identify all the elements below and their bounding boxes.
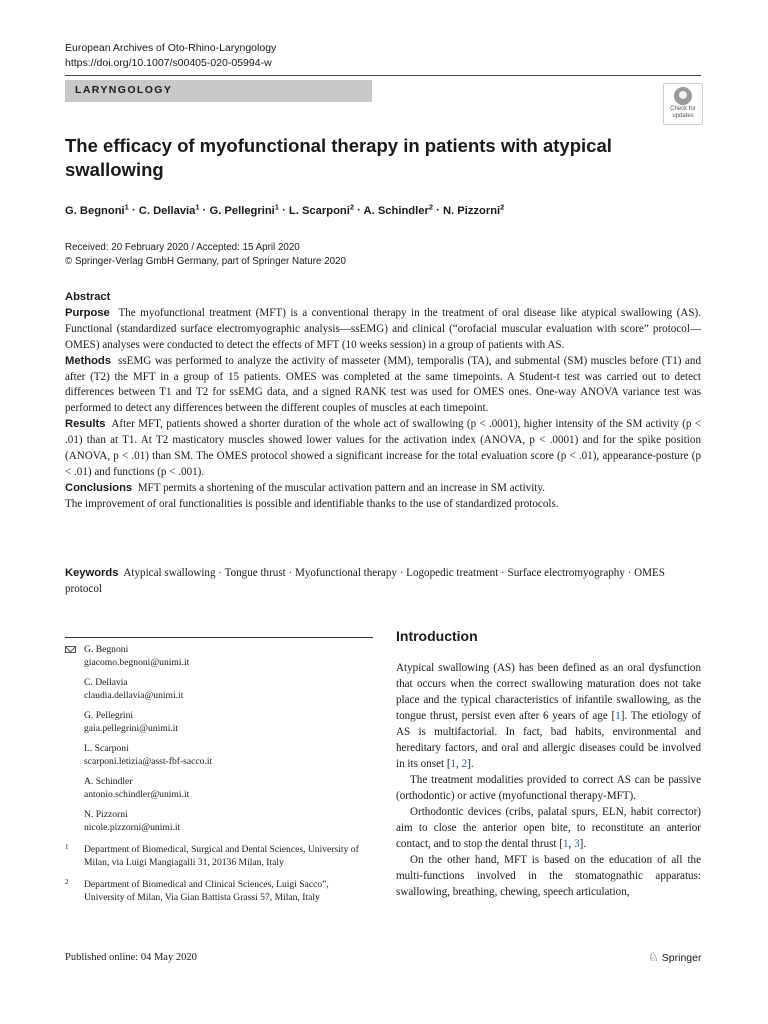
abstract-purpose: Purpose The myofunctional treatment (MFT) is a conventional therapy in the treatment of oral disease like atypical swallowing (AS). Functional (standardized surface electromyographic analysis—ssEMG) and clinical (“orofacial muscular evaluation with score” protocol—OMES) analyses were conducted to detect the effects of MFT (10 weeks session) in a group of patients with AS. <box>65 306 701 351</box>
envelope-icon <box>65 646 76 653</box>
citation-link[interactable]: 1 <box>562 838 569 850</box>
contact-email[interactable]: antonio.schindler@unimi.it <box>84 789 190 800</box>
author[interactable]: C. Dellavia$^1$ <box>138 202 200 217</box>
check-for-updates-badge[interactable] <box>663 83 703 125</box>
doi-link[interactable]: https://doi.org/10.1007/s00405-020-05994-w <box>65 57 272 69</box>
keywords-label: Keywords <box>65 567 119 579</box>
contact-email[interactable]: claudia.dellavia@unimi.it <box>84 690 184 701</box>
abstract-methods: Methods ssEMG was performed to analyze the activity of masseter (MM), temporalis (TA), and submental (SM) muscles before (T1) and after (T2) the MFT in a group of 15 patients. OMES was completed at the same timepoints. A Student-t test was carried out to detect differences between T1 and T2 for ssEMG data, and a signed RANK test was used for OMES ones. One-way ANOVA variance test was performed to detect any differences between the different couples of muscles at each timepoint. <box>65 354 701 415</box>
affiliation-item: 2 Department of Biomedical and Clinical Sciences, Luigi Sacco”, University of Milan, Via Gian Battista Grassi 57, Milan, Italy <box>65 878 329 903</box>
corresponding-contacts <box>65 643 375 841</box>
publisher-logo <box>648 950 701 964</box>
abstract-results: Results After MFT, patients showed a shorter duration of the whole act of swallowing (p < .0001), higher intensity of the SM activity (p < .01) than at T1. At T2 masticatory muscles showed lower values for the activation index (ANOVA, p < .0001) and for the spike position (ANOVA, p < .01) than SM. The OMES protocol showed a significant increase for the total evaluation score (p < .01), appearance-posture (p < .01) and functions (p < .001). <box>65 418 701 478</box>
keywords-text: Atypical swallowing · Tongue thrust · Myofunctional therapy · Logopedic treatment · Surface electromyography · OMES protocol <box>65 567 665 595</box>
copyright: © Springer-Verlag GmbH Germany, part of Springer Nature 2020 <box>65 256 346 267</box>
author[interactable]: L. Scarponi$^2$ <box>288 202 355 217</box>
contact-item: C. Dellavia claudia.dellavia@unimi.it <box>84 676 375 702</box>
citation-link[interactable]: 3 <box>574 838 580 850</box>
check-updates-line1: Check for <box>670 106 696 112</box>
article-title: The efficacy of myofunctional therapy in patients with atypical swallowing <box>65 135 612 180</box>
citation-link[interactable]: 1 <box>615 710 621 722</box>
abstract-heading: Abstract <box>65 291 111 303</box>
check-updates-line2: updates <box>672 113 694 119</box>
author[interactable]: G. Begnoni$^1$ <box>65 202 129 217</box>
section-label: LARYNGOLOGY <box>75 84 173 96</box>
author[interactable]: G. Pellegrini$^1$ <box>209 202 279 217</box>
contact-item: N. Pizzorni nicole.pizzorni@unimi.it <box>84 808 375 834</box>
header-rule <box>65 75 701 76</box>
affiliation-item: 1 Department of Biomedical, Surgical and Dental Sciences, University of Milan, via Luigi Mangiagalli 31, 20136 Milan, Italy <box>65 843 359 868</box>
published-online: Published online: 04 May 2020 <box>65 952 197 963</box>
author-list: G. Begnoni$^1$ · C. Dellavia$^1$ · G. Pellegrini$^1$ · L. Scarponi$^2$ · A. Schindler$^2$ · N. Pizzorni$^2$ <box>65 202 505 217</box>
contact-email[interactable]: gaia.pellegrini@unimi.it <box>84 723 179 734</box>
abstract <box>65 290 701 513</box>
introduction-body <box>396 660 701 900</box>
contact-email[interactable]: scarponi.letizia@asst-fbf-sacco.it <box>84 756 213 767</box>
contact-item: A. Schindler antonio.schindler@unimi.it <box>84 775 375 801</box>
author[interactable]: A. Schindler$^2$ <box>363 202 433 217</box>
introduction-heading: Introduction <box>396 628 478 644</box>
contact-item: G. Pellegrini gaia.pellegrini@unimi.it <box>84 709 375 735</box>
paragraph: Orthodontic devices (cribs, palatal spurs, ELN, habit corrector) aim to close the anterior open bite, to reconstitute an anterior contact, and to stop the dental thrust [1, 3]. <box>396 806 701 850</box>
springer-horse-icon: ♘ <box>648 950 659 964</box>
check-updates-icon <box>674 87 692 105</box>
paragraph: The treatment modalities provided to correct AS can be passive (orthodontic) or active (myofunctional therapy-MFT). <box>396 774 701 802</box>
paragraph: On the other hand, MFT is based on the education of all the multi-functions involved in the stomatognathic apparatus: swallowing, breathing, chewing, speech articulation, <box>396 854 701 898</box>
contact-item: L. Scarponi scarponi.letizia@asst-fbf-sacco.it <box>84 742 375 768</box>
contact-email[interactable]: nicole.pizzorni@unimi.it <box>84 822 181 833</box>
keywords <box>65 566 701 598</box>
affiliations <box>65 843 365 913</box>
contact-item: G. Begnoni giacomo.begnoni@unimi.it <box>84 643 375 669</box>
paragraph: Atypical swallowing (AS) has been defined as an oral dysfunction that occurs when the correct swallowing maturation does not take place and the typical characteristics of infantile swallowing, as the tongue thrust, persist even after 6 years of age [1]. The etiology of AS is multifactorial. In fact, bad habits, environmental and hereditary factors, and oral and allergic diseases could be involved in its onset [1, 2]. <box>396 662 701 770</box>
citation-link[interactable]: 2 <box>461 758 468 770</box>
received-accepted: Received: 20 February 2020 / Accepted: 15 April 2020 <box>65 242 300 253</box>
journal-header <box>65 41 276 71</box>
publisher-name: Springer <box>661 952 702 964</box>
section-label-bar <box>65 80 372 102</box>
journal-name: European Archives of Oto-Rhino-Laryngology <box>65 42 277 54</box>
contact-email[interactable]: giacomo.begnoni@unimi.it <box>84 657 190 668</box>
footnote-rule <box>65 637 373 638</box>
abstract-conclusions: Conclusions MFT permits a shortening of the muscular activation pattern and an increase in SM activity. <box>65 481 545 494</box>
author[interactable]: N. Pizzorni$^2$ <box>442 202 505 217</box>
citation-link[interactable]: 1 <box>450 758 457 770</box>
article-dates <box>65 241 346 269</box>
abstract-conclusions-2: The improvement of oral functionalities is possible and identifiable thanks to the use of standardized protocols. <box>65 497 559 510</box>
